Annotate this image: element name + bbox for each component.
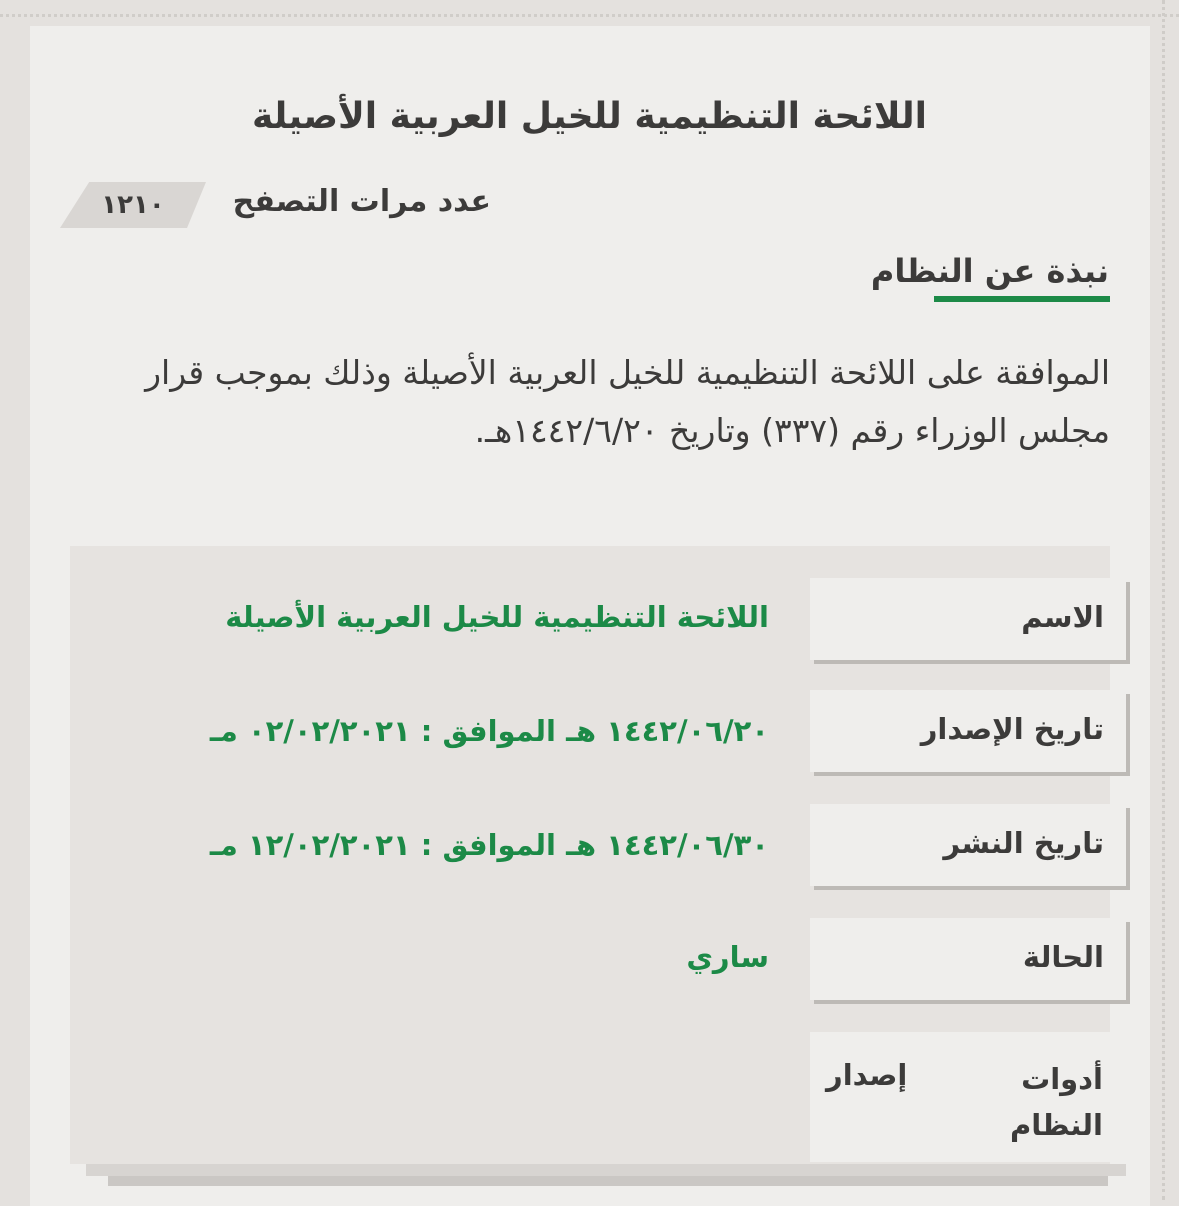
views-label: عدد مرات التصفح bbox=[232, 184, 491, 219]
issue-date-label: تاريخ الإصدار bbox=[920, 712, 1104, 746]
frame-dotted-right bbox=[1162, 0, 1165, 1200]
status-label: الحالة bbox=[1022, 940, 1104, 974]
views-count: ١٢١٠ bbox=[101, 190, 165, 220]
about-heading: نبذة عن النظام bbox=[870, 252, 1109, 290]
status-value: ساري bbox=[686, 940, 769, 974]
publish-date-label: تاريخ النشر bbox=[943, 826, 1104, 860]
panel-shadow-bar-lower bbox=[108, 1176, 1108, 1186]
about-heading-underline bbox=[934, 296, 1110, 302]
status-label-box bbox=[810, 918, 1126, 1000]
issue-date-value: ١٤٤٢/٠٦/٢٠ هـ الموافق : ٠٢/٠٢/٢٠٢١ مـ bbox=[209, 714, 769, 748]
page-title: اللائحة التنظيمية للخيل العربية الأصيلة bbox=[251, 96, 928, 137]
publish-date-value: ١٤٤٢/٠٦/٣٠ هـ الموافق : ١٢/٠٢/٢٠٢١ مـ bbox=[209, 828, 769, 862]
panel-shadow-bar bbox=[86, 1164, 1126, 1176]
about-text: الموافقة على اللائحة التنظيمية للخيل العربية الأصيلة وذلك بموجب قرار مجلس الوزراء رقم (٣٣٧) وتاريخ ١٤٤٢/٦/٢٠هـ. bbox=[145, 353, 1110, 450]
frame-dotted-top bbox=[0, 14, 1179, 17]
name-value: اللائحة التنظيمية للخيل العربية الأصيلة bbox=[225, 600, 769, 634]
issue-tool-link[interactable]: إصدار bbox=[826, 1058, 908, 1092]
name-label: الاسم bbox=[1021, 600, 1104, 634]
issue-date-label-box bbox=[810, 690, 1126, 772]
publish-date-label-box bbox=[810, 804, 1126, 886]
tools-label: أدوات النظام bbox=[1009, 1062, 1103, 1142]
name-label-box bbox=[810, 578, 1126, 660]
